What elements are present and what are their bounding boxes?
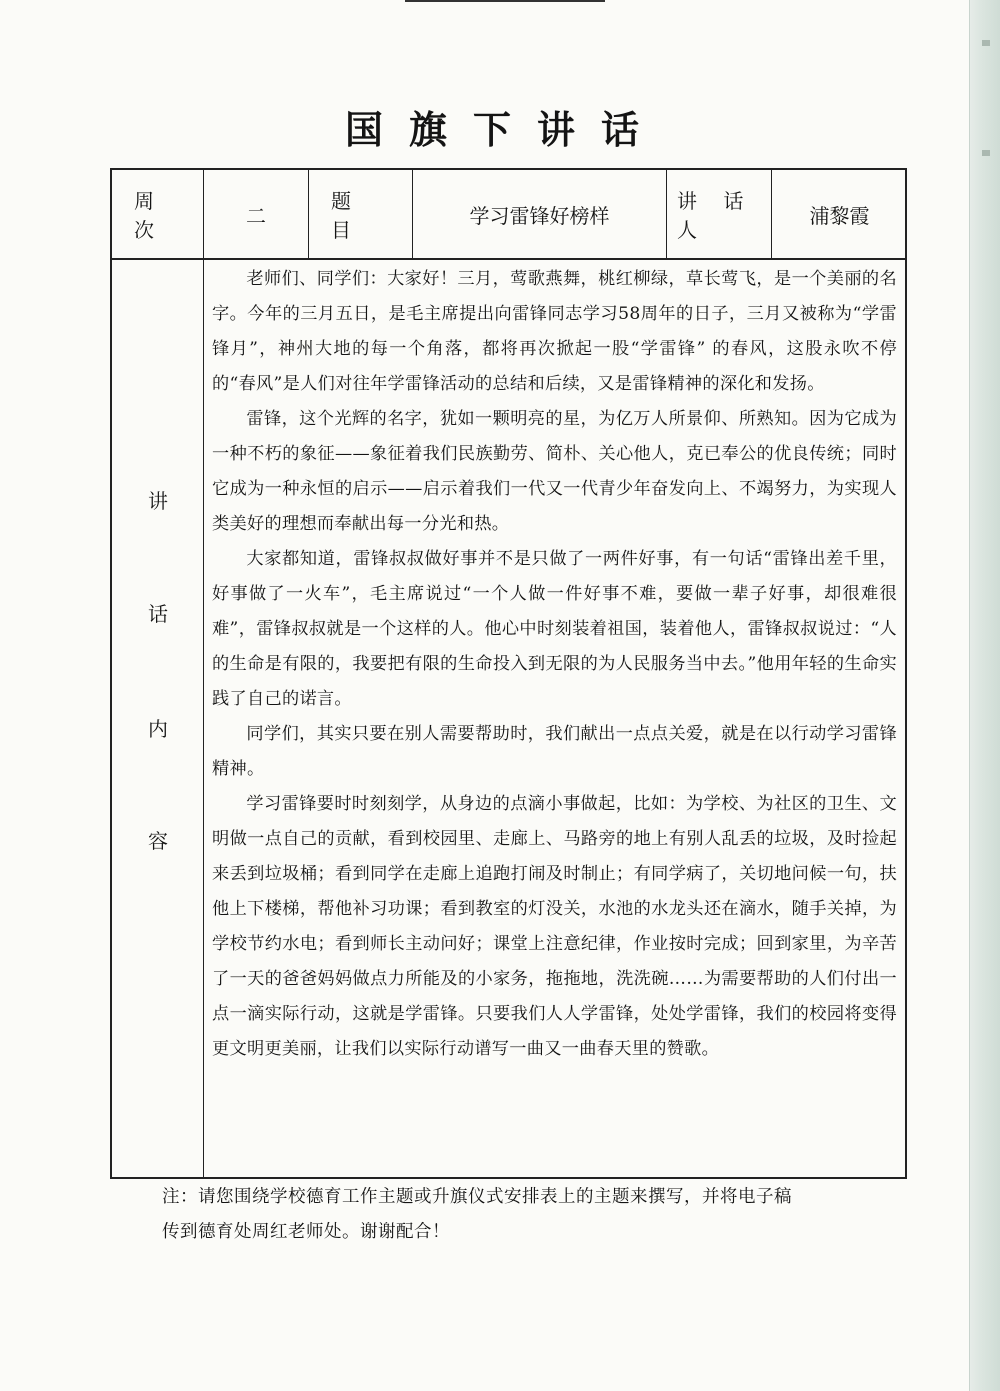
paragraph: 学习雷锋要时时刻刻学，从身边的点滴小事做起，比如：为学校、为社区的卫生、文明做一点自己的贡献，看到校园里、走廊上、马路旁的地上有别人乱丢的垃圾，及时捡起来丢到垃圾桶；看到同学在走廊上追跑打闹及时制止；有同学病了，关切地问候一句，扶他上下楼梯，帮他补习功课；看到教室的灯没关，水池的水龙头还在滴水，随手关掉，为学校节约水电；看到师长主动问好；课堂上注意纪律，作业按时完成；回到家里，为辛苦了一天的爸爸妈妈做点力所能及的小家务，拖拖地，洗洗碗……为需要帮助的人们付出一点一滴实际行动，这就是学雷锋。只要我们人人学雷锋，处处学雷锋，我们的校园将变得更文明更美丽，让我们以实际行动谱写一曲又一曲春天里的赞歌。 bbox=[212, 794, 897, 1059]
week-value: 二 bbox=[204, 170, 309, 258]
footnote-line: 传到德育处周红老师处。谢谢配合！ bbox=[162, 1222, 450, 1242]
footnote bbox=[162, 1180, 882, 1250]
speech-content-label bbox=[112, 260, 204, 1177]
paragraph: 老师们、同学们：大家好！三月，莺歌燕舞，桃红柳绿，草长莺飞，是一个美丽的名字。今年的三月五日，是毛主席提出向雷锋同志学习58周年的日子，三月又被称为“学雷锋月”，神州大地的每一个角落，都将再次掀起一股“学雷锋” 的春风，这股永吹不停的“春风”是人们对往年学雷锋活动的总结和后续，又是雷锋精神的深化和发扬。 bbox=[212, 269, 897, 394]
speaker-value: 浦黎霞 bbox=[809, 203, 870, 228]
speaker-label: 讲 话 人 bbox=[667, 170, 772, 258]
document-title: 国旗下讲话 bbox=[344, 107, 665, 152]
side-label-char: 容 bbox=[148, 829, 168, 853]
side-label-char: 内 bbox=[148, 717, 168, 741]
header-row bbox=[112, 170, 905, 260]
paragraph: 同学们，其实只要在别人需要帮助时，我们献出一点点关爱，就是在以行动学习雷锋精神。 bbox=[212, 724, 897, 779]
content-row bbox=[112, 260, 905, 1177]
paragraph: 大家都知道，雷锋叔叔做好事并不是只做了一两件好事，有一句话“雷锋出差千里，好事做了一火车”，毛主席说过“一个人做一件好事不难，要做一辈子好事，却很难很难”，雷锋叔叔就是一个这样的人。他心中时刻装着祖国，装着他人，雷锋叔叔说过：“人的生命是有限的，我要把有限的生命投入到无限的为人民服务当中去。”他用年轻的生命实践了自己的诺言。 bbox=[212, 549, 897, 709]
scan-page-edge bbox=[969, 0, 1000, 1391]
topic-value: 学习雷锋好榜样 bbox=[413, 170, 667, 258]
paragraph: 雷锋，这个光辉的名字，犹如一颗明亮的星，为亿万人所景仰、所熟知。因为它成为一种不朽的象征——象征着我们民族勤劳、简朴、关心他人，克已奉公的优良传统；同时它成为一种永恒的启示——启示着我们一代又一代青少年奋发向上、不竭努力，为实现人类美好的理想而奉献出每一分光和热。 bbox=[212, 409, 897, 534]
speech-form-table bbox=[110, 168, 907, 1179]
edge-mark bbox=[982, 40, 990, 46]
side-label-char: 讲 bbox=[148, 489, 168, 513]
side-label-char: 话 bbox=[148, 602, 168, 626]
topic-label: 题 目 bbox=[309, 170, 413, 258]
footnote-line: 注：请您围绕学校德育工作主题或升旗仪式安排表上的主题来撰写，并将电子稿 bbox=[162, 1187, 792, 1207]
top-rule bbox=[405, 0, 605, 2]
speech-text bbox=[204, 260, 907, 1177]
week-label: 周 次 bbox=[112, 170, 204, 258]
